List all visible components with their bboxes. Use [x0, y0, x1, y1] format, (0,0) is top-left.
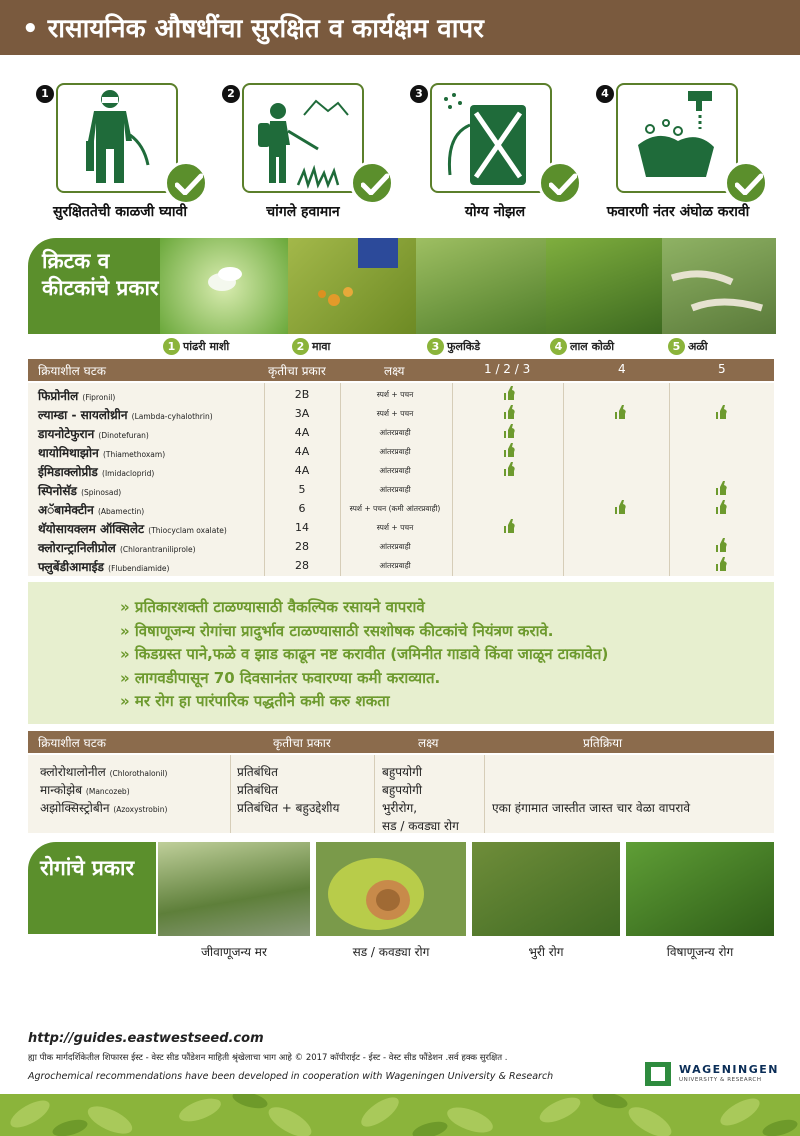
ingredient-latin: (Chlorantraniliprole) [120, 545, 196, 554]
pest-section-title: क्रिटक व कीटकांचे प्रकार [28, 238, 160, 334]
ingredient-latin: (Azoxystrobin) [113, 805, 168, 814]
ingredient-name: अझोक्सिस्ट्रोबीन [40, 801, 110, 815]
pest-legend-1 [163, 338, 229, 355]
pest-number: 4 [550, 338, 567, 355]
fruit-rot-photo [316, 842, 466, 936]
pest-number: 2 [292, 338, 309, 355]
ingredient-name: अॅबामेक्टीन [38, 503, 94, 517]
step-3-label: योग्य नोझल [464, 204, 526, 220]
table-row [28, 404, 774, 423]
pest-name: पांढरी माशी [183, 340, 230, 353]
col-active-ingredient: क्रियाशील घटक [38, 364, 106, 378]
col-mode-of-action: कृतीचा प्रकार [268, 364, 326, 378]
check-icon [504, 386, 516, 400]
powdery-mildew-photo [472, 842, 620, 936]
check-icon [164, 161, 208, 205]
pest-legend-4 [550, 338, 614, 355]
table-row [28, 480, 774, 499]
table-row [28, 537, 774, 556]
col-mode-of-action: कृतीचा प्रकार [273, 736, 331, 750]
target-value: सड / कवड्या रोग [382, 819, 459, 833]
target-mode: स्पर्श + पचन [376, 390, 414, 399]
target-mode: स्पर्श + पचन [376, 409, 414, 418]
ingredient-latin: (Imidacloprid) [102, 469, 155, 478]
ingredient-name: डायनोटेफुरान [38, 427, 95, 441]
viral-disease-photo [626, 842, 774, 936]
disease-label: भुरी रोग [528, 945, 564, 959]
col-active-ingredient: क्रियाशील घटक [38, 736, 106, 750]
check-icon [716, 557, 728, 571]
ingredient-name: क्लोरोथालोनील [40, 765, 106, 779]
check-icon [504, 519, 516, 533]
moa-group: 6 [298, 502, 306, 515]
page-title: • रासायनिक औषधींचा सुरक्षित व कार्यक्षम वापर [22, 14, 484, 44]
ingredient-name: फिप्रोनील [38, 389, 79, 403]
table-row [28, 499, 774, 518]
wur-logo-icon [645, 1062, 671, 1086]
pest-legend-2 [292, 338, 330, 355]
moa-group: 28 [295, 540, 309, 553]
step-number: 3 [410, 85, 428, 103]
thrips-photo [416, 238, 546, 334]
step-2-label: चांगले हवामान [266, 204, 340, 220]
check-icon [504, 462, 516, 476]
ingredient-name: स्पिनोसॅड [38, 484, 77, 498]
step-number: 2 [222, 85, 240, 103]
footer-note: ह्या पीक मार्गदर्शिकेतील शिफारस ईस्ट - वेस्ट सीड फौंडेशन माहिती श्रृंखेलाचा भाग आहे © 2017 कॉपीराईट - ईस्ट - वेस्ट सीड फौंडेशन .सर्व हक्क सुरक्षित . [28, 1053, 508, 1063]
target-mode: आंतरप्रवाही [379, 485, 411, 494]
moa-value: प्रतिबंधित [237, 765, 278, 779]
check-icon [716, 538, 728, 552]
col-pest-1-2-3: 1 / 2 / 3 [484, 362, 531, 376]
whitefly-photo [160, 238, 288, 334]
tip-item: » मर रोग हा पारंपारिक पद्धतीने कमी करु शकता [120, 692, 390, 710]
check-icon [716, 481, 728, 495]
step-4-label: फवारणी नंतर अंघोळ करावी [606, 204, 750, 220]
ingredient-name: क्लोरान्ट्रानिलीप्रोल [38, 541, 116, 555]
pest-number: 3 [427, 338, 444, 355]
table-divider [484, 755, 485, 833]
step-number: 4 [596, 85, 614, 103]
ingredient-latin: (Dinotefuran) [98, 431, 149, 440]
check-icon [615, 405, 627, 419]
moa-group: 4A [294, 445, 310, 458]
ingredient-latin: (Thiocyclam oxalate) [148, 526, 227, 535]
title-bar [0, 0, 800, 55]
table-row [28, 518, 774, 537]
check-icon [504, 424, 516, 438]
ingredient-name: ईमिडाक्लोप्रीड [38, 465, 98, 479]
red-spider-mite-photo [546, 238, 662, 334]
pest-name: लाल कोळी [570, 340, 615, 353]
target-value: बहुपयोगी [382, 783, 422, 797]
target-value: बहुपयोगी [382, 765, 422, 779]
logo-subtitle: UNIVERSITY & RESEARCH [679, 1077, 762, 1083]
table-divider [230, 755, 231, 833]
disease-section-title: रोगांचे प्रकार [28, 842, 156, 934]
step-1-card [41, 83, 206, 198]
col-target: लक्ष्य [384, 364, 405, 378]
target-mode: स्पर्श + पचन [376, 523, 414, 532]
insecticide-table-header [28, 359, 774, 381]
step-3-card [415, 83, 580, 198]
moa-group: 14 [295, 521, 309, 534]
person-protective-suit-icon [58, 85, 176, 191]
fungicide-table-header [28, 731, 774, 753]
pest-name: मावा [312, 340, 331, 353]
table-row [28, 461, 774, 480]
caterpillar-photo [662, 238, 776, 334]
target-value: भुरीरोग, [382, 801, 418, 815]
pest-legend-3 [427, 338, 480, 355]
table-row [28, 442, 774, 461]
disease-label: विषाणूजन्य रोग [666, 945, 734, 959]
sprayer-tank-nozzle-icon [432, 85, 550, 191]
pest-number: 1 [163, 338, 180, 355]
tips-panel [28, 582, 774, 724]
hand-washing-icon [618, 85, 736, 191]
step-2-card [227, 83, 392, 198]
check-icon [504, 443, 516, 457]
aphid-photo [288, 238, 416, 334]
ingredient-name: मान्कोझेब [40, 783, 83, 797]
check-icon [350, 161, 394, 205]
tip-item: » लागवडीपासून 70 दिवसानंतर फवारण्या कमी कराव्यात. [120, 668, 441, 687]
ingredient-latin: (Abamectin) [97, 507, 145, 516]
col-reaction: प्रतिक्रिया [583, 736, 623, 750]
ingredient-name: ल्याम्डा - सायलोथ्रीन [38, 408, 128, 422]
moa-group: 4A [294, 426, 310, 439]
logo-name: WAGENINGEN [679, 1063, 779, 1076]
target-mode: आंतरप्रवाही [379, 561, 411, 570]
table-row [28, 556, 774, 575]
pest-legend-5 [668, 338, 708, 355]
step-number: 1 [36, 85, 54, 103]
pest-number: 5 [668, 338, 685, 355]
tip-item: » किडग्रस्त पाने,फळे व झाड काढून नष्ट करावीत (जमिनीत गाडावे किंवा जाळून टाकावेत) [120, 645, 609, 663]
wageningen-logo [645, 1061, 785, 1089]
step-1-label: सुरक्षिततेची काळजी घ्यावी [53, 204, 187, 220]
target-mode: आंतरप्रवाही [379, 447, 411, 456]
target-mode: आंतरप्रवाही [379, 466, 411, 475]
check-icon [504, 405, 516, 419]
target-mode: आंतरप्रवाही [379, 542, 411, 551]
col-pest-4: 4 [618, 362, 626, 376]
ingredient-latin: (Chlorothalonil) [109, 769, 168, 778]
table-row [40, 781, 130, 798]
tip-item: » विषाणूजन्य रोगांचा प्रादुर्भाव टाळण्यासाठी रसशोषक कीटकांचे नियंत्रण करावे. [120, 621, 554, 640]
target-mode: आंतरप्रवाही [379, 428, 411, 437]
moa-group: 28 [295, 559, 309, 572]
pest-name: अळी [688, 340, 708, 353]
footer-url[interactable]: http://guides.eastwestseed.com [28, 1031, 264, 1046]
ingredient-name: थॅयोसायक्लम ऑक्सिलेट [38, 522, 145, 536]
table-row [28, 423, 774, 442]
ingredient-latin: (Lambda-cyhalothrin) [131, 412, 213, 421]
check-icon [538, 161, 582, 205]
reaction-value: एका हंगामात जास्तीत जास्त चार वेळा वापरावे [492, 801, 691, 815]
moa-group: 2B [294, 388, 310, 401]
table-row [28, 385, 774, 404]
check-icon [724, 161, 768, 205]
ingredient-latin: (Fipronil) [82, 393, 116, 402]
ingredient-latin: (Spinosad) [81, 488, 122, 497]
footer-english: Agrochemical recommendations have been developed in cooperation with Wageningen University & Research [28, 1071, 554, 1082]
ingredient-latin: (Mancozeb) [85, 787, 130, 796]
pest-name: फुलकिडे [447, 340, 481, 353]
moa-value: प्रतिबंधित [237, 783, 278, 797]
table-divider [374, 755, 375, 833]
ingredient-latin: (Thiamethoxam) [102, 450, 166, 459]
disease-label: सड / कवड्या रोग [352, 945, 430, 959]
ingredient-name: थायोमिथाझोन [38, 446, 99, 460]
moa-value: प्रतिबंधित + बहुउद्देशीय [237, 801, 340, 815]
tip-item: » प्रतिकारशक्ती टाळण्यासाठी वैकल्पिक रसायने वापरावे [120, 598, 425, 616]
moa-group: 5 [298, 483, 306, 496]
ingredient-latin: (Flubendiamide) [108, 564, 170, 573]
table-row [40, 763, 167, 780]
step-4-card [601, 83, 766, 198]
disease-label: जीवाणूजन्य मर [201, 945, 267, 959]
check-icon [716, 500, 728, 514]
person-spraying-icon [244, 85, 362, 191]
col-target: लक्ष्य [418, 736, 439, 750]
pest-panel [28, 238, 776, 334]
check-icon [716, 405, 728, 419]
check-icon [615, 500, 627, 514]
bacterial-wilt-photo [158, 842, 310, 936]
table-row [40, 799, 167, 816]
col-pest-5: 5 [718, 362, 726, 376]
leaf-pattern-band [0, 1094, 800, 1136]
ingredient-name: फ्लुबेंडीआमाईड [38, 560, 104, 574]
target-mode: स्पर्श + पचन (कमी आंतरप्रवाही) [349, 504, 441, 513]
moa-group: 4A [294, 464, 310, 477]
moa-group: 3A [294, 407, 310, 420]
